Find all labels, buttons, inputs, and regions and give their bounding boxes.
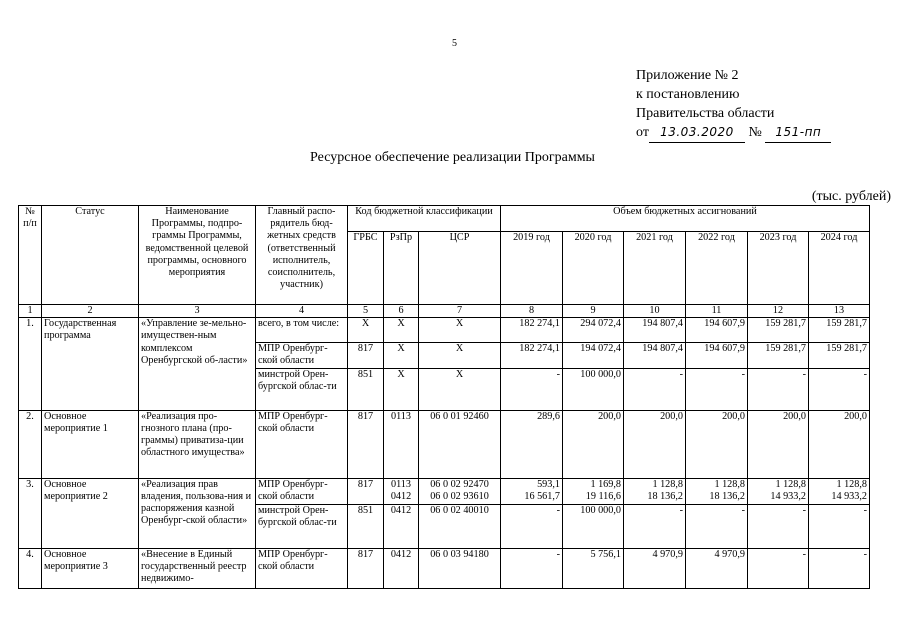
row-value-2020: 1 169,8 19 116,6 — [563, 478, 624, 504]
row-csr: X — [419, 318, 501, 343]
row-name: «Внесение в Единый государственный реестр недвижимо- — [139, 548, 256, 588]
row-executor: минстрой Орен-бургской облас-ти — [256, 368, 348, 410]
row-value-2019: 593,1 16 561,7 — [501, 478, 563, 504]
row-value-2019: - — [501, 504, 563, 548]
table-row — [19, 318, 870, 343]
table-row — [19, 478, 870, 504]
row-value-2022: - — [686, 368, 748, 410]
handwritten-date: 13.03.2020 — [649, 123, 745, 143]
column-number: 12 — [748, 305, 809, 318]
row-status: Государственная программа — [42, 318, 139, 410]
resource-table — [18, 205, 870, 589]
header-volume: Объем бюджетных ассигнований — [501, 206, 870, 232]
column-number: 1 — [19, 305, 42, 318]
column-number: 13 — [809, 305, 870, 318]
column-number: 11 — [686, 305, 748, 318]
header-year-2021: 2021 год — [624, 232, 686, 305]
row-value-2020: 200,0 — [563, 410, 624, 478]
row-rzpr: 0412 — [384, 548, 419, 588]
row-csr: X — [419, 343, 501, 368]
header-year-2023: 2023 год — [748, 232, 809, 305]
row-value-2021: - — [624, 368, 686, 410]
row-executor: всего, в том числе: — [256, 318, 348, 343]
row-csr: 06 0 02 92470 06 0 02 93610 — [419, 478, 501, 504]
row-value-2023: 200,0 — [748, 410, 809, 478]
row-rzpr: X — [384, 368, 419, 410]
header-num: № п/п — [19, 206, 42, 305]
header-budget-code: Код бюджетной классификации — [348, 206, 501, 232]
row-value-2021: 1 128,8 18 136,2 — [624, 478, 686, 504]
column-number: 8 — [501, 305, 563, 318]
header-name: Наименование Программы, подпро-граммы Программы, ведомственной целевой программы, основного мероприятия — [139, 206, 256, 305]
row-value-2020: 294 072,4 — [563, 318, 624, 343]
row-value-2024: 1 128,8 14 933,2 — [809, 478, 870, 504]
column-number: 10 — [624, 305, 686, 318]
row-rzpr: 0113 0412 — [384, 478, 419, 504]
header-grbs: ГРБС — [348, 232, 384, 305]
row-value-2024: - — [809, 504, 870, 548]
page-number: 5 — [452, 38, 457, 49]
row-value-2024: 159 281,7 — [809, 343, 870, 368]
header-csr: ЦСР — [419, 232, 501, 305]
row-value-2023: 159 281,7 — [748, 318, 809, 343]
row-value-2022: 194 607,9 — [686, 318, 748, 343]
header-executor: Главный распо-рядитель бюд-жетных средств (ответственный исполнитель, соисполнитель, участник) — [256, 206, 348, 305]
row-executor: МПР Оренбург-ской области — [256, 548, 348, 588]
row-csr: X — [419, 368, 501, 410]
row-value-2024: - — [809, 548, 870, 588]
row-name: «Управление зе-мельно-имуществен-ным комплексом Оренбургской об-ласти» — [139, 318, 256, 410]
row-number: 4. — [19, 548, 42, 588]
row-value-2022: 1 128,8 18 136,2 — [686, 478, 748, 504]
row-value-2024: 159 281,7 — [809, 318, 870, 343]
column-number: 6 — [384, 305, 419, 318]
row-grbs: 817 — [348, 343, 384, 368]
row-name: «Реализация прав владения, пользова-ния и распоряжения казной Оренбург-ской области» — [139, 478, 256, 548]
row-value-2022: 194 607,9 — [686, 343, 748, 368]
appendix-line-3: Правительства области — [636, 106, 775, 121]
date-prefix: от — [636, 125, 649, 140]
row-value-2019: - — [501, 368, 563, 410]
row-grbs: 851 — [348, 368, 384, 410]
row-value-2022: 200,0 — [686, 410, 748, 478]
table-row — [19, 410, 870, 478]
row-rzpr: X — [384, 318, 419, 343]
appendix-line-2: к постановлению — [636, 87, 740, 102]
row-value-2020: 100 000,0 — [563, 504, 624, 548]
row-executor: МПР Оренбург-ской области — [256, 478, 348, 504]
row-status: Основное мероприятие 2 — [42, 478, 139, 548]
row-value-2021: 194 807,4 — [624, 343, 686, 368]
row-value-2024: 200,0 — [809, 410, 870, 478]
row-value-2023: - — [748, 548, 809, 588]
row-value-2019: 182 274,1 — [501, 318, 563, 343]
document-title: Ресурсное обеспечение реализации Программы — [310, 150, 595, 165]
header-year-2020: 2020 год — [563, 232, 624, 305]
header-rzpr: РзПр — [384, 232, 419, 305]
number-prefix: № — [748, 125, 762, 140]
row-executor: МПР Оренбург-ской области — [256, 343, 348, 368]
row-grbs: 851 — [348, 504, 384, 548]
row-csr: 06 0 03 94180 — [419, 548, 501, 588]
header-status: Статус — [42, 206, 139, 305]
row-csr: 06 0 02 40010 — [419, 504, 501, 548]
row-value-2021: 4 970,9 — [624, 548, 686, 588]
row-grbs: X — [348, 318, 384, 343]
row-executor: МПР Оренбург-ской области — [256, 410, 348, 478]
row-value-2021: 194 807,4 — [624, 318, 686, 343]
row-executor: минстрой Орен-бургской облас-ти — [256, 504, 348, 548]
units-label: (тыс. рублей) — [811, 189, 891, 204]
row-grbs: 817 — [348, 410, 384, 478]
row-rzpr: X — [384, 343, 419, 368]
column-number: 5 — [348, 305, 384, 318]
row-value-2023: - — [748, 368, 809, 410]
row-rzpr: 0113 — [384, 410, 419, 478]
column-number: 4 — [256, 305, 348, 318]
row-number: 1. — [19, 318, 42, 410]
column-number: 3 — [139, 305, 256, 318]
row-status: Основное мероприятие 1 — [42, 410, 139, 478]
row-value-2023: - — [748, 504, 809, 548]
column-number: 2 — [42, 305, 139, 318]
row-value-2024: - — [809, 368, 870, 410]
row-name: «Реализация про-гнозного плана (про-граммы) приватиза-ции областного имущества» — [139, 410, 256, 478]
column-number: 9 — [563, 305, 624, 318]
handwritten-number: 151-пп — [765, 123, 831, 143]
row-value-2023: 159 281,7 — [748, 343, 809, 368]
row-grbs: 817 — [348, 548, 384, 588]
row-number: 2. — [19, 410, 42, 478]
row-number: 3. — [19, 478, 42, 548]
row-value-2022: - — [686, 504, 748, 548]
row-csr: 06 0 01 92460 — [419, 410, 501, 478]
table-row — [19, 548, 870, 588]
row-rzpr: 0412 — [384, 504, 419, 548]
row-value-2022: 4 970,9 — [686, 548, 748, 588]
row-value-2019: 289,6 — [501, 410, 563, 478]
row-status: Основное мероприятие 3 — [42, 548, 139, 588]
row-value-2020: 194 072,4 — [563, 343, 624, 368]
row-value-2019: - — [501, 548, 563, 588]
header-year-2019: 2019 год — [501, 232, 563, 305]
row-value-2020: 100 000,0 — [563, 368, 624, 410]
header-year-2022: 2022 год — [686, 232, 748, 305]
row-value-2021: 200,0 — [624, 410, 686, 478]
appendix-line-1: Приложение № 2 — [636, 68, 739, 83]
row-value-2019: 182 274,1 — [501, 343, 563, 368]
row-grbs: 817 — [348, 478, 384, 504]
row-value-2023: 1 128,8 14 933,2 — [748, 478, 809, 504]
header-year-2024: 2024 год — [809, 232, 870, 305]
column-number: 7 — [419, 305, 501, 318]
row-value-2021: - — [624, 504, 686, 548]
row-value-2020: 5 756,1 — [563, 548, 624, 588]
